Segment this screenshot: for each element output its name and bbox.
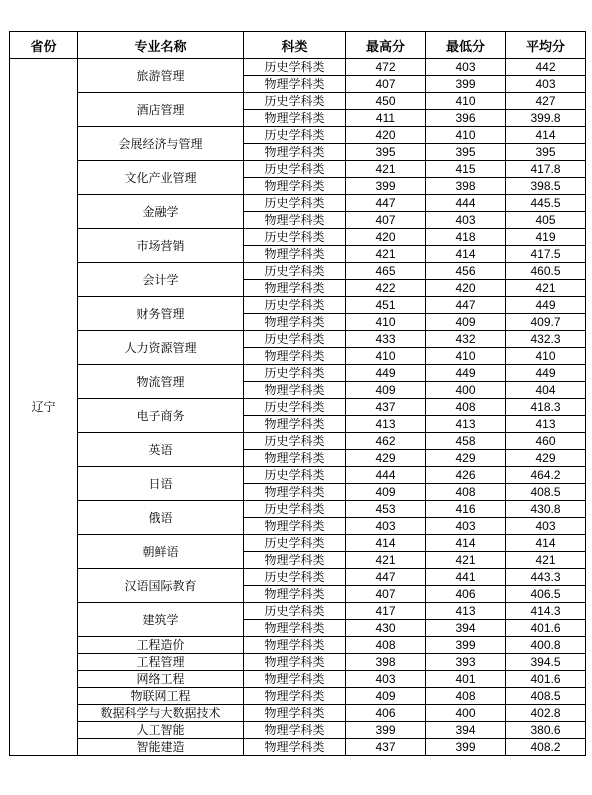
min-score-cell: 413 [426,416,506,433]
min-score-cell: 408 [426,688,506,705]
table-row [10,127,586,144]
min-score-cell: 456 [426,263,506,280]
min-score-cell: 447 [426,297,506,314]
max-score-cell: 403 [346,518,426,535]
max-score-cell: 407 [346,76,426,93]
table-row [10,603,586,620]
avg-score-cell: 418.3 [506,399,586,416]
max-score-cell: 422 [346,280,426,297]
max-score-cell: 417 [346,603,426,620]
major-name-cell: 金融学 [78,195,244,229]
table-row [10,433,586,450]
min-score-cell: 429 [426,450,506,467]
avg-score-cell: 443.3 [506,569,586,586]
category-cell: 历史学科类 [244,161,346,178]
avg-score-cell: 408.2 [506,739,586,756]
min-score-cell: 408 [426,484,506,501]
min-score-cell: 400 [426,705,506,722]
max-score-cell: 414 [346,535,426,552]
avg-score-cell: 419 [506,229,586,246]
category-cell: 历史学科类 [244,59,346,76]
max-score-cell: 410 [346,314,426,331]
avg-score-cell: 410 [506,348,586,365]
min-score-cell: 441 [426,569,506,586]
avg-score-cell: 414.3 [506,603,586,620]
category-cell: 历史学科类 [244,501,346,518]
header-min-score: 最低分 [426,32,506,59]
min-score-cell: 394 [426,722,506,739]
avg-score-cell: 414 [506,535,586,552]
min-score-cell: 410 [426,93,506,110]
major-name-cell: 建筑学 [78,603,244,637]
major-name-cell: 财务管理 [78,297,244,331]
admission-score-table [9,31,586,756]
max-score-cell: 407 [346,212,426,229]
category-cell: 物理学科类 [244,178,346,195]
avg-score-cell: 398.5 [506,178,586,195]
category-cell: 物理学科类 [244,416,346,433]
category-cell: 历史学科类 [244,93,346,110]
category-cell: 物理学科类 [244,484,346,501]
category-cell: 物理学科类 [244,688,346,705]
major-name-cell: 俄语 [78,501,244,535]
max-score-cell: 409 [346,484,426,501]
max-score-cell: 399 [346,722,426,739]
table-row [10,467,586,484]
category-cell: 物理学科类 [244,739,346,756]
category-cell: 历史学科类 [244,535,346,552]
category-cell: 物理学科类 [244,518,346,535]
min-score-cell: 432 [426,331,506,348]
major-name-cell: 朝鲜语 [78,535,244,569]
avg-score-cell: 401.6 [506,671,586,688]
category-cell: 物理学科类 [244,280,346,297]
table-row [10,93,586,110]
major-name-cell: 工程造价 [78,637,244,654]
table-row [10,671,586,688]
max-score-cell: 437 [346,739,426,756]
min-score-cell: 401 [426,671,506,688]
header-province: 省份 [10,32,78,59]
max-score-cell: 410 [346,348,426,365]
category-cell: 历史学科类 [244,467,346,484]
max-score-cell: 409 [346,688,426,705]
category-cell: 历史学科类 [244,365,346,382]
min-score-cell: 421 [426,552,506,569]
category-cell: 物理学科类 [244,110,346,127]
category-cell: 物理学科类 [244,348,346,365]
avg-score-cell: 401.6 [506,620,586,637]
avg-score-cell: 417.8 [506,161,586,178]
avg-score-cell: 409.7 [506,314,586,331]
table-row [10,229,586,246]
avg-score-cell: 405 [506,212,586,229]
header-max-score: 最高分 [346,32,426,59]
avg-score-cell: 406.5 [506,586,586,603]
category-cell: 历史学科类 [244,331,346,348]
category-cell: 物理学科类 [244,450,346,467]
avg-score-cell: 408.5 [506,688,586,705]
min-score-cell: 444 [426,195,506,212]
category-cell: 物理学科类 [244,552,346,569]
category-cell: 物理学科类 [244,382,346,399]
max-score-cell: 433 [346,331,426,348]
max-score-cell: 409 [346,382,426,399]
table-row [10,297,586,314]
avg-score-cell: 399.8 [506,110,586,127]
table-row [10,161,586,178]
header-category: 科类 [244,32,346,59]
table-row [10,569,586,586]
category-cell: 历史学科类 [244,263,346,280]
header-major: 专业名称 [78,32,244,59]
max-score-cell: 444 [346,467,426,484]
category-cell: 物理学科类 [244,212,346,229]
avg-score-cell: 404 [506,382,586,399]
table-row [10,654,586,671]
avg-score-cell: 464.2 [506,467,586,484]
min-score-cell: 413 [426,603,506,620]
min-score-cell: 410 [426,127,506,144]
major-name-cell: 工程管理 [78,654,244,671]
category-cell: 历史学科类 [244,433,346,450]
avg-score-cell: 417.5 [506,246,586,263]
max-score-cell: 408 [346,637,426,654]
major-name-cell: 汉语国际教育 [78,569,244,603]
major-name-cell: 英语 [78,433,244,467]
major-name-cell: 智能建造 [78,739,244,756]
max-score-cell: 449 [346,365,426,382]
avg-score-cell: 427 [506,93,586,110]
min-score-cell: 393 [426,654,506,671]
table-row [10,59,586,76]
major-name-cell: 文化产业管理 [78,161,244,195]
max-score-cell: 472 [346,59,426,76]
major-name-cell: 网络工程 [78,671,244,688]
avg-score-cell: 429 [506,450,586,467]
header-row [10,32,586,59]
min-score-cell: 403 [426,212,506,229]
max-score-cell: 407 [346,586,426,603]
table-row [10,722,586,739]
max-score-cell: 465 [346,263,426,280]
category-cell: 物理学科类 [244,637,346,654]
min-score-cell: 395 [426,144,506,161]
major-name-cell: 市场营销 [78,229,244,263]
major-name-cell: 物联网工程 [78,688,244,705]
min-score-cell: 418 [426,229,506,246]
min-score-cell: 458 [426,433,506,450]
category-cell: 物理学科类 [244,620,346,637]
max-score-cell: 403 [346,671,426,688]
major-name-cell: 人工智能 [78,722,244,739]
avg-score-cell: 445.5 [506,195,586,212]
min-score-cell: 415 [426,161,506,178]
min-score-cell: 403 [426,518,506,535]
avg-score-cell: 408.5 [506,484,586,501]
province-cell: 辽宁 [10,59,78,756]
category-cell: 历史学科类 [244,297,346,314]
max-score-cell: 413 [346,416,426,433]
avg-score-cell: 460 [506,433,586,450]
major-name-cell: 物流管理 [78,365,244,399]
min-score-cell: 409 [426,314,506,331]
major-name-cell: 人力资源管理 [78,331,244,365]
category-cell: 物理学科类 [244,314,346,331]
max-score-cell: 447 [346,195,426,212]
table-row [10,705,586,722]
max-score-cell: 437 [346,399,426,416]
min-score-cell: 410 [426,348,506,365]
min-score-cell: 416 [426,501,506,518]
avg-score-cell: 403 [506,518,586,535]
category-cell: 历史学科类 [244,127,346,144]
category-cell: 物理学科类 [244,722,346,739]
avg-score-cell: 421 [506,280,586,297]
avg-score-cell: 442 [506,59,586,76]
max-score-cell: 421 [346,552,426,569]
category-cell: 物理学科类 [244,654,346,671]
avg-score-cell: 449 [506,365,586,382]
avg-score-cell: 400.8 [506,637,586,654]
table-row [10,399,586,416]
max-score-cell: 429 [346,450,426,467]
major-name-cell: 会计学 [78,263,244,297]
category-cell: 物理学科类 [244,671,346,688]
table-row [10,688,586,705]
major-name-cell: 旅游管理 [78,59,244,93]
avg-score-cell: 460.5 [506,263,586,280]
category-cell: 历史学科类 [244,399,346,416]
table-body [10,59,586,756]
min-score-cell: 399 [426,637,506,654]
avg-score-cell: 380.6 [506,722,586,739]
category-cell: 物理学科类 [244,586,346,603]
max-score-cell: 447 [346,569,426,586]
max-score-cell: 462 [346,433,426,450]
min-score-cell: 399 [426,739,506,756]
min-score-cell: 426 [426,467,506,484]
category-cell: 历史学科类 [244,195,346,212]
min-score-cell: 398 [426,178,506,195]
max-score-cell: 395 [346,144,426,161]
min-score-cell: 406 [426,586,506,603]
major-name-cell: 会展经济与管理 [78,127,244,161]
avg-score-cell: 413 [506,416,586,433]
category-cell: 物理学科类 [244,144,346,161]
max-score-cell: 399 [346,178,426,195]
major-name-cell: 电子商务 [78,399,244,433]
major-name-cell: 日语 [78,467,244,501]
table-row [10,331,586,348]
avg-score-cell: 403 [506,76,586,93]
min-score-cell: 408 [426,399,506,416]
table-row [10,501,586,518]
table-row [10,535,586,552]
category-cell: 历史学科类 [244,603,346,620]
max-score-cell: 430 [346,620,426,637]
table-row [10,195,586,212]
max-score-cell: 398 [346,654,426,671]
major-name-cell: 酒店管理 [78,93,244,127]
category-cell: 物理学科类 [244,246,346,263]
min-score-cell: 394 [426,620,506,637]
max-score-cell: 453 [346,501,426,518]
avg-score-cell: 402.8 [506,705,586,722]
header-avg-score: 平均分 [506,32,586,59]
table-row [10,263,586,280]
max-score-cell: 420 [346,229,426,246]
min-score-cell: 399 [426,76,506,93]
min-score-cell: 420 [426,280,506,297]
max-score-cell: 451 [346,297,426,314]
avg-score-cell: 421 [506,552,586,569]
avg-score-cell: 449 [506,297,586,314]
max-score-cell: 406 [346,705,426,722]
max-score-cell: 411 [346,110,426,127]
min-score-cell: 396 [426,110,506,127]
avg-score-cell: 432.3 [506,331,586,348]
max-score-cell: 450 [346,93,426,110]
avg-score-cell: 394.5 [506,654,586,671]
max-score-cell: 421 [346,246,426,263]
min-score-cell: 400 [426,382,506,399]
category-cell: 历史学科类 [244,569,346,586]
table-row [10,365,586,382]
category-cell: 历史学科类 [244,229,346,246]
min-score-cell: 414 [426,535,506,552]
max-score-cell: 420 [346,127,426,144]
avg-score-cell: 430.8 [506,501,586,518]
major-name-cell: 数据科学与大数据技术 [78,705,244,722]
min-score-cell: 403 [426,59,506,76]
avg-score-cell: 395 [506,144,586,161]
avg-score-cell: 414 [506,127,586,144]
min-score-cell: 449 [426,365,506,382]
category-cell: 物理学科类 [244,76,346,93]
table-row [10,739,586,756]
category-cell: 物理学科类 [244,705,346,722]
table-row [10,637,586,654]
min-score-cell: 414 [426,246,506,263]
max-score-cell: 421 [346,161,426,178]
